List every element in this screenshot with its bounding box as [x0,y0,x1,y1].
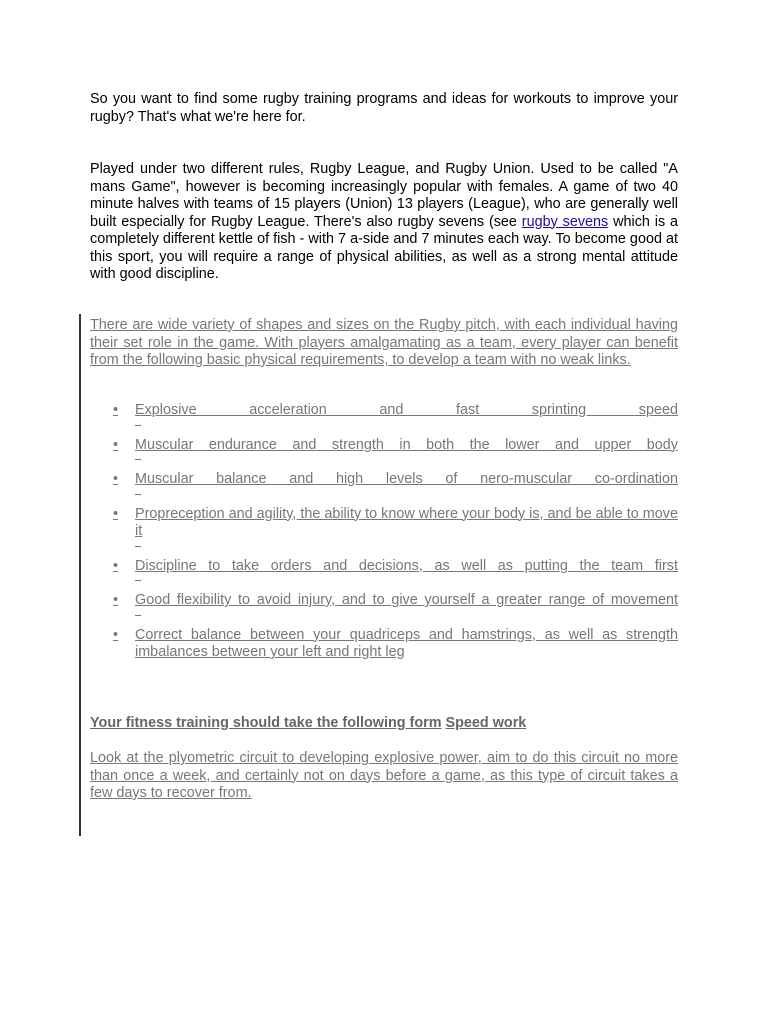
list-item-text: Good flexibility to avoid injury, and to give yourself a greater range of movement [135,592,678,608]
bullet: • [113,505,119,522]
rugby-sevens-link[interactable]: rugby sevens [521,213,609,230]
list-item [90,627,678,662]
speed-work-link[interactable]: Speed work [445,715,527,731]
list-item [90,402,678,437]
list-item [90,506,678,558]
list-item [90,592,678,627]
list-item-text: Explosive acceleration and fast sprinting speed [135,402,678,418]
underline-tail [135,420,678,437]
rules-text-start: Played under two different rules, Rugby League, and Rugby Union. Used to be called "A mans Game", however is becoming increasingly popular with females. A game of two 40 minute halves with teams of 15 players (Union) 13 players (League), who are generally well built especially for Rugby League. There's also rugby sevens (see [90,161,678,230]
underline-tail [135,610,678,627]
fitness-heading-text: Your fitness training should take the following form [90,715,442,731]
bullet: • [113,471,119,487]
list-item [90,558,678,593]
fitness-heading [90,715,678,733]
bullet: • [113,402,119,418]
requirements-intro: There are wide variety of shapes and sizes on the Rugby pitch, with each individual having their set role in the game. With players amalgamating as a team, every player can benefit from the following basic physical requirements, to develop a team with no weak links. [90,317,678,368]
underline-tail [135,489,678,506]
list-item [90,471,678,506]
underline-tail [135,454,678,471]
blockquote-bar [79,314,81,836]
rules-text-end: which is a completely different kettle of fish - with 7 a-side and 7 minutes each way. To become good at this sport, you will require a range of physical abilities, as well as a strong mental attitude with good discipline. [90,213,678,282]
underline-tail [135,575,678,592]
list-item-text: Muscular balance and high levels of nero-muscular co-ordination [135,471,678,487]
list-item-text: Muscular endurance and strength in both the lower and upper body [135,436,678,453]
bullet: • [113,592,119,608]
requirements-list [90,402,678,662]
bullet: • [113,557,119,574]
list-item-text: Propreception and agility, the ability to know where your body is, and be able to move it [135,505,678,539]
underline-tail [135,541,678,558]
bullet: • [113,626,119,643]
rules-paragraph [90,161,678,284]
plyometric-paragraph: Look at the plyometric circuit to developing explosive power, aim to do this circuit no more than once a week, and certainly not on days before a game, as this type of circuit takes a few days to recover from. [90,750,678,801]
list-item-text: Discipline to take orders and decisions, as well as putting the team first [135,557,678,574]
list-item-text: Correct balance between your quadriceps and hamstrings, as well as strength imbalances between your left and right leg [135,626,678,660]
list-item [90,437,678,472]
intro-paragraph: So you want to find some rugby training programs and ideas for workouts to improve your rugby? That's what we're here for. [90,91,678,125]
bullet: • [113,436,119,453]
